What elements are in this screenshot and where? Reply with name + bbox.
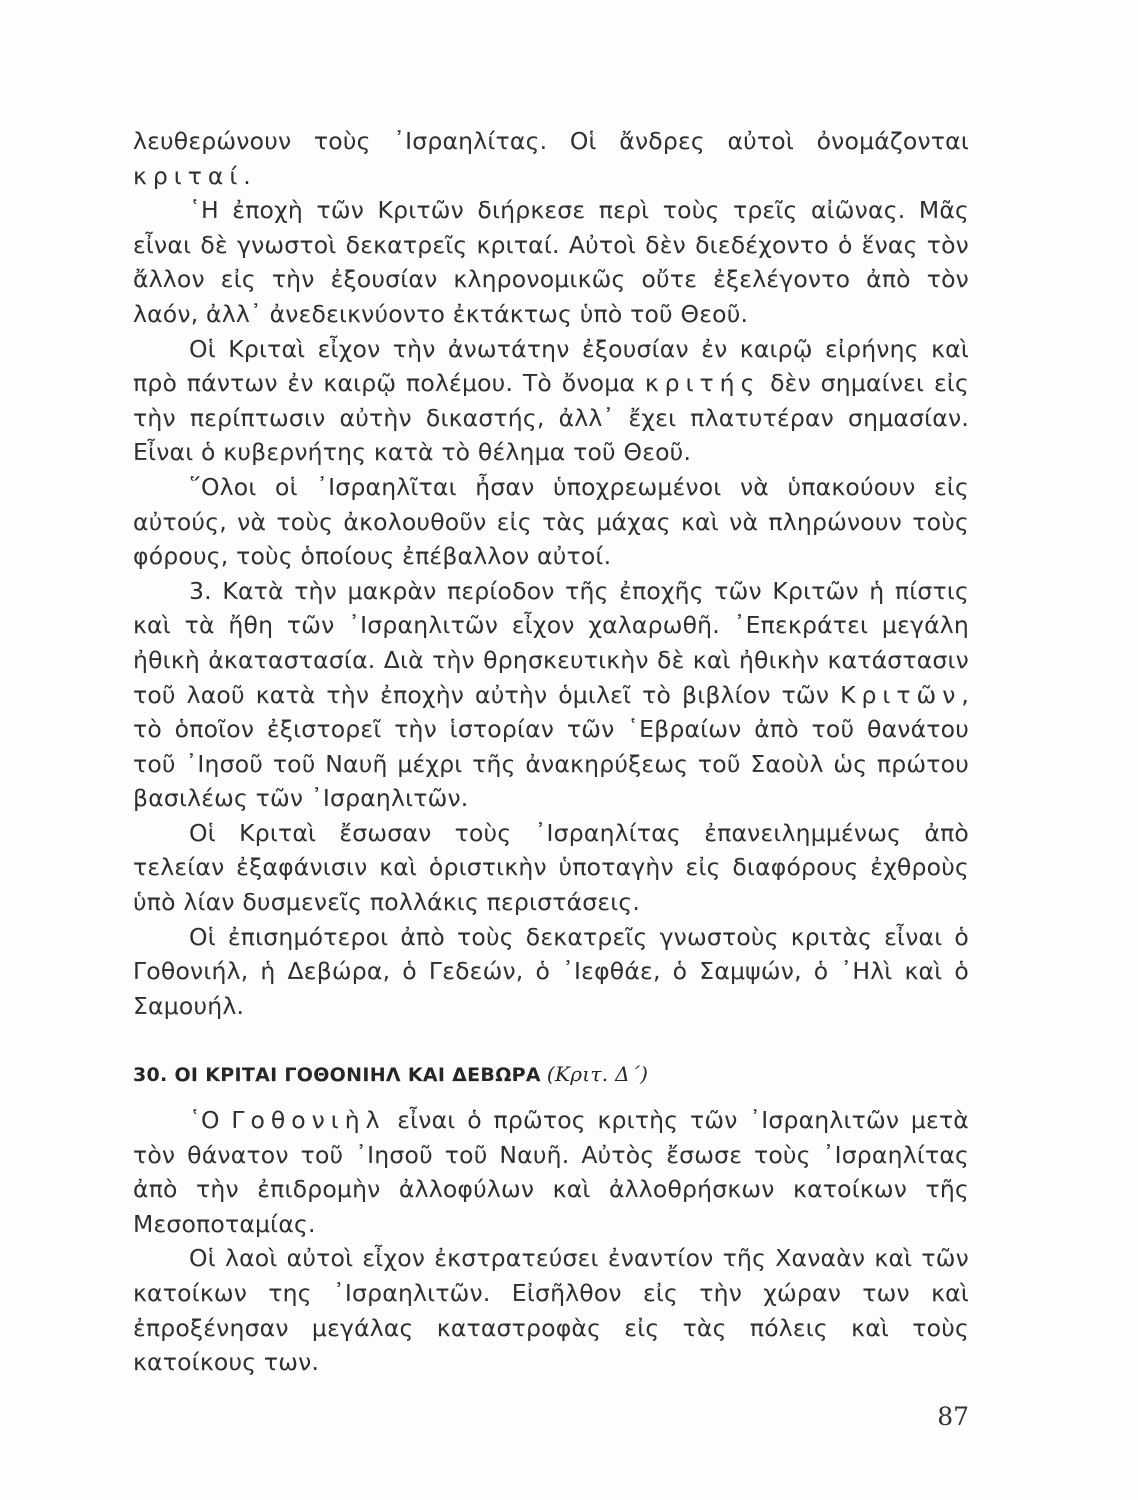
paragraph-notable-judges: Οἱ ἐπισημότεροι ἀπὸ τοὺς δεκατρεῖς γνωστοὺς κριτὰς εἶναι ὁ Γοθονιήλ, ἡ Δεβώρα, ὁ Γεδεών, ὁ ᾿Ιεφθάε, ὁ Σαμψών, ὁ ᾿Ηλὶ καὶ ὁ Σαμουήλ. xyxy=(133,922,969,1020)
paragraph-text: ῾Ο xyxy=(189,1106,232,1135)
paragraph-text: δὲν σημαίνει εἰς τὴν περίπτωσιν αὐτὴν δικαστής, ἀλλ᾿ ἔχει πλατυτέραν σημασίαν. Εἶναι ὁ κυβερνήτης κατὰ τὸ θέλημα τοῦ Θεοῦ. xyxy=(133,369,969,467)
spaced-word-gothoniel: Γοθονιὴλ xyxy=(231,1106,386,1135)
paragraph-invasion: Οἱ λαοὶ αὐτοὶ εἶχον ἐκστρατεύσει ἐναντίον τῆς Χαναὰν καὶ τῶν κατοίκων της ᾿Ισραηλιτῶν. Εἰσῆλθον εἰς τὴν χώραν των καὶ ἐπροξένησαν μεγάλας καταστροφὰς εἰς τὰς πόλεις καὶ τοὺς κατοίκους των. xyxy=(133,1244,969,1377)
paragraph-era-of-judges: ῾Η ἐποχὴ τῶν Κριτῶν διήρκεσε περὶ τοὺς τρεῖς αἰῶνας. Μᾶς εἶναι δὲ γνωστοὶ δεκατρεῖς κριταί. Αὐτοὶ δὲν διεδέχοντο ὁ ἕνας τὸν ἄλλον εἰς τὴν ἐξουσίαν κληρονομικῶς οὔτε ἐξελέγοντο ἀπὸ τὸν λαόν, ἀλλ᾿ ἀνεδεικνύοντο ἐκτάκτως ὑπὸ τοῦ Θεοῦ. xyxy=(133,196,969,328)
paragraph-moral-decline xyxy=(133,574,969,816)
spaced-word-kritai: κριταί. xyxy=(133,161,257,190)
paragraph-gothoniel xyxy=(133,1103,969,1241)
paragraph-text: Οἱ Κριταὶ εἶχον τὴν ἀνωτάτην ἐξουσίαν ἐν καιρῷ εἰρήνης καὶ πρὸ πάντων ἐν καιρῷ πολέμου. Τὸ ὄνομα xyxy=(133,334,969,398)
page-number: 87 xyxy=(937,1402,969,1431)
body-text xyxy=(133,124,969,1380)
spaced-word-krites: κριτής xyxy=(644,369,761,398)
section-reference: (Κριτ. Δ΄) xyxy=(546,1062,649,1087)
paragraph-text: εἶναι ὁ πρῶτος κριτὴς τῶν ᾿Ισραηλιτῶν μετὰ τὸν θάνατον τοῦ ᾿Ιησοῦ τοῦ Ναυῆ. Αὐτὸς ἔσωσε τοὺς ᾿Ισραηλίτας ἀπὸ τὴν ἐπιδρομὴν ἀλλοφύλων καὶ ἀλλοθρήσκων κατοίκων τῆς Μεσοποταμίας. xyxy=(133,1106,969,1238)
paragraph-text: 3. Κατὰ τὴν μακρὰν περίοδον τῆς ἐποχῆς τῶν Κριτῶν ἡ πίστις καὶ τὰ ἤθη τῶν ᾿Ισραηλιτῶν εἶχον χαλαρωθῆ. ᾿Επεκράτει μεγάλη ἠθικὴ ἀκαταστασία. Διὰ τὴν θρησκευτικὴν δὲ καὶ ἠθικὴν κατάστασιν τοῦ λαοῦ κατὰ τὴν ἐποχὴν αὐτὴν ὁμιλεῖ τὸ βιβλίον τῶν xyxy=(133,576,969,709)
paragraph-continuation xyxy=(133,124,969,193)
section-heading xyxy=(133,1057,969,1093)
paragraph-authority xyxy=(133,332,969,470)
paragraph-obedience: ῞Ολοι οἱ ᾿Ισραηλῖται ἦσαν ὑποχρεωμένοι νὰ ὑπακούουν εἰς αὐτούς, νὰ τοὺς ἀκολουθοῦν εἰς τὰς μάχας καὶ νὰ πληρώνουν τοὺς φόρους, τοὺς ὁποίους ἐπέβαλλον αὐτοί. xyxy=(133,472,969,571)
paragraph-salvation: Οἱ Κριταὶ ἔσωσαν τοὺς ᾿Ισραηλίτας ἐπανειλημμένως ἀπὸ τελείαν ἐξαφάνισιν καὶ ὁριστικὴν ὑποταγὴν εἰς διαφόρους ἐχθροὺς ὑπὸ λίαν δυσμενεῖς πολλάκις περιστάσεις. xyxy=(133,818,969,917)
spaced-word-kriton: Κριτῶν xyxy=(840,680,962,709)
section-title: 30. ΟΙ ΚΡΙΤΑΙ ΓΟΘΟΝΙΗΛ ΚΑΙ ΔΕΒΩΡΑ xyxy=(133,1064,541,1087)
paragraph-text: , τὸ ὁποῖον ἐξιστορεῖ τὴν ἱστορίαν τῶν ῾Εβραίων ἀπὸ τοῦ θανάτου τοῦ ᾿Ιησοῦ τοῦ Ναυῆ μέχρι τῆς ἀνακηρύξεως τοῦ Σαοὺλ ὡς πρώτου βασιλέως τῶν ᾿Ισραηλιτῶν. xyxy=(133,680,969,813)
paragraph-text: λευθερώνουν τοὺς ᾿Ισραηλίτας. Οἱ ἄνδρες αὐτοὶ ὀνομάζονται xyxy=(133,127,969,155)
